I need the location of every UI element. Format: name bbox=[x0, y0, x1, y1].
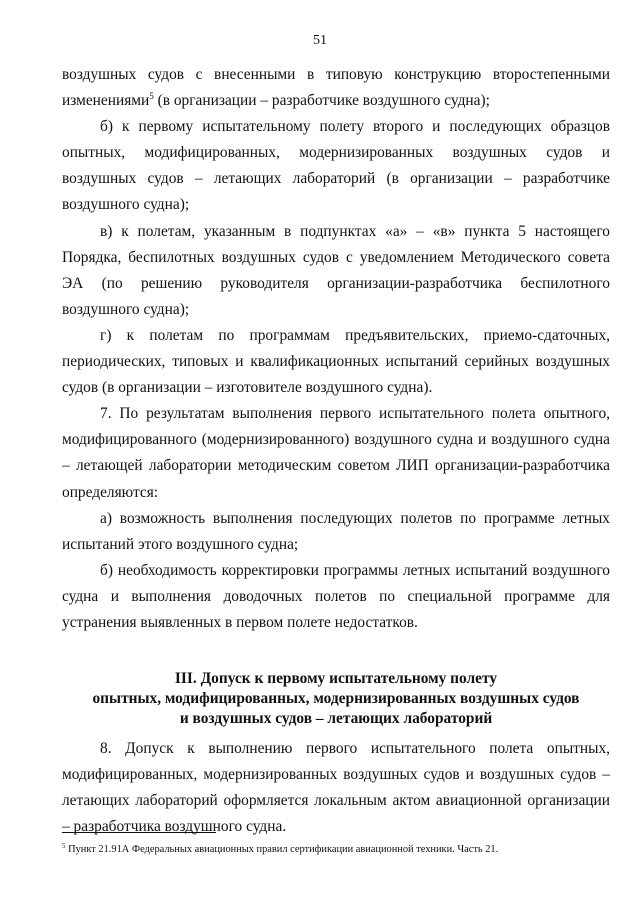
document-body bbox=[62, 62, 610, 840]
section-heading-line: III. Допуск к первому испытательному полету bbox=[174, 670, 498, 688]
section-heading-line: и воздушных судов – летающих лабораторий bbox=[179, 710, 493, 728]
section-heading-line: опытных, модифицированных, модернизированных воздушных судов bbox=[92, 690, 580, 708]
paragraph-item-b: б) к первому испытательному полету второго и последующих образцов опытных, модифицированных, модернизированных воздушных судов и воздушных судов – летающих лабораторий (в организации – разработчике воздушного судна); bbox=[62, 118, 610, 214]
paragraph-clause-8: 8. Допуск к выполнению первого испытательного полета опытных, модифицированных, модернизированных воздушных судов и воздушных судов – летающих лабораторий оформляется локальным актом авиационной организации – разработчика воздушного судна. bbox=[62, 740, 610, 836]
footnote-separator bbox=[62, 832, 216, 833]
paragraph-continuation bbox=[62, 62, 610, 114]
footnote-text: Пункт 21.91А Федеральных авиационных правил сертификации авиационной техники. Часть 21. bbox=[65, 844, 499, 855]
footnote-reference: 5 bbox=[149, 91, 154, 102]
paragraph-item-v: в) к полетам, указанным в подпунктах «а» – «в» пункта 5 настоящего Порядка, беспилотных воздушных судов с уведомлением Методического совета ЭА (по решению руководителя организации-разработчика беспилотного воздушного судна); bbox=[62, 222, 610, 318]
paragraph-item-a: а) возможность выполнения последующих полетов по программе летных испытаний этого воздушного судна; bbox=[62, 509, 610, 553]
paragraph-clause-7: 7. По результатам выполнения первого испытательного полета опытного, модифицированного (модернизированного) воздушного судна и воздушного судна – летающей лаборатории методическим советом ЛИП организации-разработчика определяются: bbox=[62, 405, 610, 501]
paragraph-text: воздушных судов с внесенными в типовую конструкцию второстепенными изменениями bbox=[62, 66, 610, 110]
section-heading bbox=[62, 669, 610, 729]
page-number: 51 bbox=[313, 33, 327, 48]
paragraph-item-g: г) к полетам по программам предъявительских, приемо-сдаточных, периодических, типовых и квалификационных испытаний серийных воздушных судов (в организации – изготовителе воздушного судна). bbox=[62, 326, 610, 397]
footnote bbox=[62, 843, 610, 856]
footnote-marker: 5 bbox=[62, 842, 66, 850]
paragraph-item-b2: б) необходимость корректировки программы летных испытаний воздушного судна и выполнения доводочных полетов по специальной программе для устранения выявленных в первом полете недостатков. bbox=[62, 561, 610, 631]
paragraph-text: (в организации – разработчике воздушного судна); bbox=[153, 92, 490, 110]
